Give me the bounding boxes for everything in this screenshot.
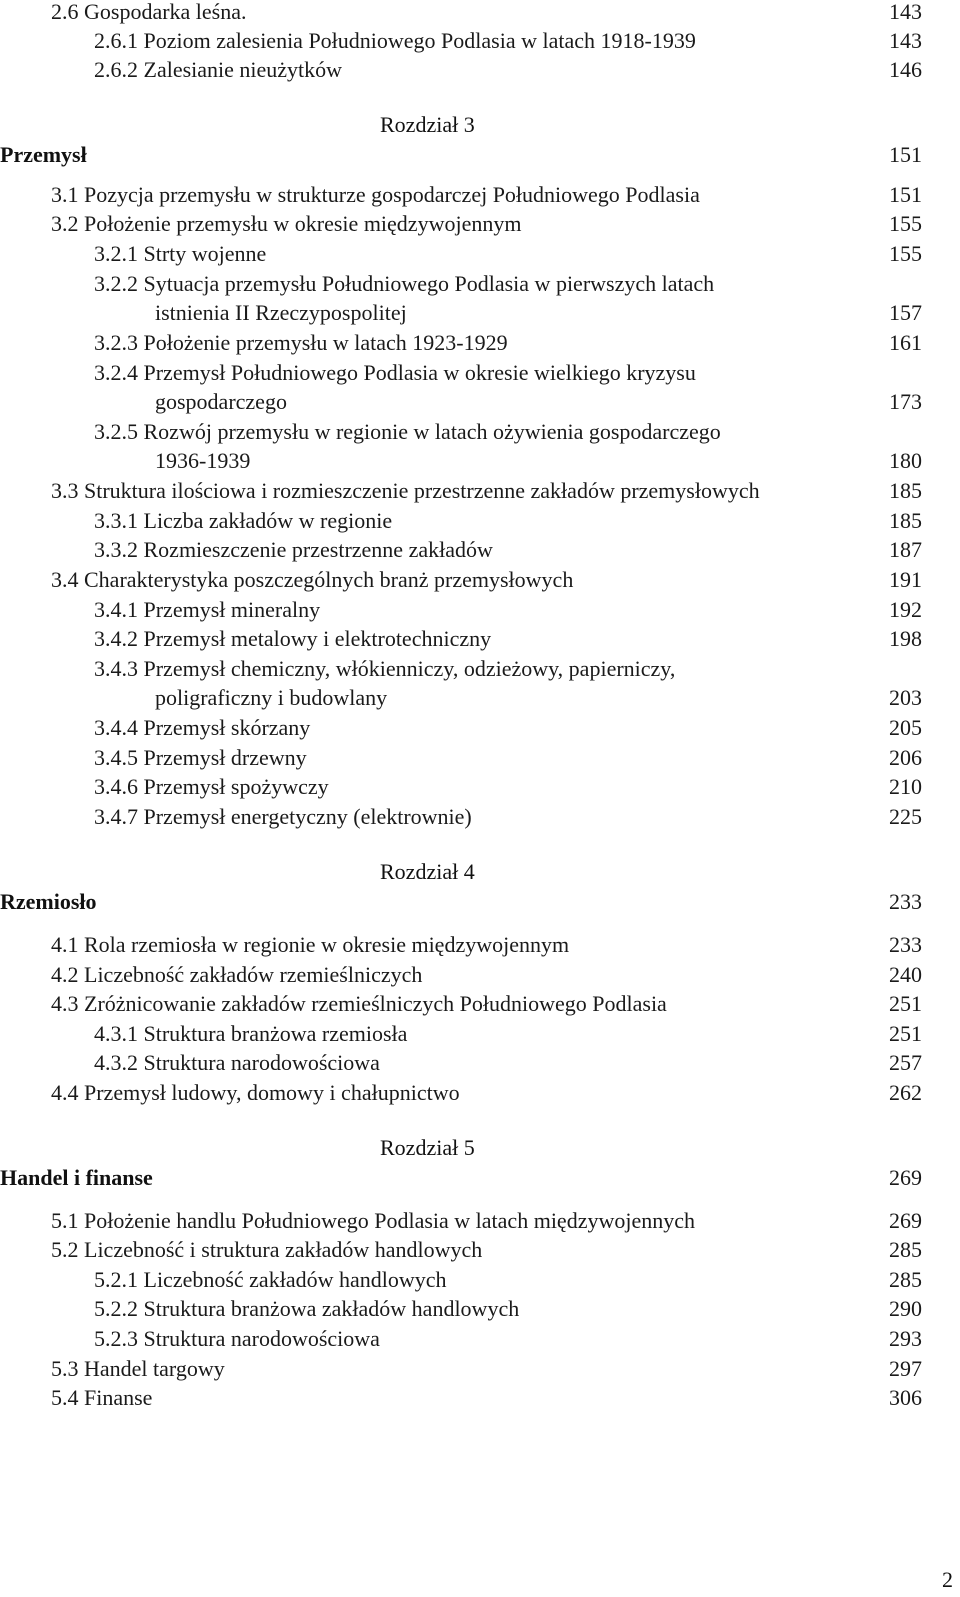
toc-entry: 3.3.2 Rozmieszczenie przestrzenne zakładów [94,537,493,562]
toc-entry: 3.4.5 Przemysł drzewny [94,745,307,770]
toc-entry: 4.4 Przemysł ludowy, domowy i chałupnictwo [51,1080,460,1105]
toc-page: 285 [889,1267,922,1292]
chapter-label: Rozdział 5 [380,1135,475,1160]
toc-entry: 4.1 Rola rzemiosła w regionie w okresie międzywojennym [51,932,570,957]
toc-page: 269 [889,1165,922,1190]
toc-page: 161 [889,330,922,355]
toc-entry: 5.1 Położenie handlu Południowego Podlasia w latach międzywojennych [51,1208,695,1233]
toc-page: 191 [889,567,922,592]
toc-page: 198 [889,626,922,651]
toc-page: 269 [889,1208,922,1233]
toc-entry: 4.3.1 Struktura branżowa rzemiosła [94,1021,408,1046]
toc-entry: 5.2.3 Struktura narodowościowa [94,1326,380,1351]
toc-entry: 3.2.4 Przemysł Południowego Podlasia w okresie wielkiego kryzysu [94,360,696,385]
toc-page: 151 [889,182,922,207]
toc-page: 151 [889,142,922,167]
toc-entry: 3.4 Charakterystyka poszczególnych branż przemysłowych [51,567,574,592]
toc-entry: 3.3 Struktura ilościowa i rozmieszczenie przestrzenne zakładów przemysłowych [51,478,760,503]
toc-entry: 3.2.2 Sytuacja przemysłu Południowego Podlasia w pierwszych latach [94,271,715,296]
toc-page: 205 [889,715,922,740]
toc-entry: 2.6.2 Zalesianie nieużytków [94,57,343,82]
toc-entry: 5.2 Liczebność i struktura zakładów handlowych [51,1237,483,1262]
toc-page: 155 [889,241,922,266]
toc-page: 262 [889,1080,922,1105]
toc-page: 251 [889,1021,922,1046]
chapter-label: Rozdział 4 [380,859,475,884]
toc-page: 233 [889,889,922,914]
toc-entry: 5.2.1 Liczebność zakładów handlowych [94,1267,447,1292]
chapter-heading: Rzemiosło [0,889,97,914]
toc-entry: 4.2 Liczebność zakładów rzemieślniczych [51,962,423,987]
toc-page: 240 [889,962,922,987]
chapter-label: Rozdział 3 [380,112,475,137]
toc-entry: 3.4.7 Przemysł energetyczny (elektrownie) [94,804,472,829]
toc-page: 180 [889,448,922,473]
toc-page: 155 [889,211,922,236]
toc-entry: 3.4.1 Przemysł mineralny [94,597,321,622]
toc-page: 233 [889,932,922,957]
toc-entry: 3.2.1 Strty wojenne [94,241,267,266]
toc-entry: 3.2.5 Rozwój przemysłu w regionie w latach ożywienia gospodarczego [94,419,721,444]
toc-page: 210 [889,774,922,799]
toc-entry: 5.4 Finanse [51,1385,153,1410]
toc-page: 143 [889,28,922,53]
toc-entry: 2.6.1 Poziom zalesienia Południowego Podlasia w latach 1918-1939 [94,28,696,53]
toc-entry: 3.4.3 Przemysł chemiczny, włókienniczy, odzieżowy, papierniczy, [94,656,676,681]
chapter-heading: Przemysł [0,142,87,167]
toc-page: 185 [889,508,922,533]
toc-entry: 2.6 Gospodarka leśna. [51,0,247,24]
toc-page: 143 [889,0,922,24]
toc-entry-continued: istnienia II Rzeczypospolitej [155,300,407,325]
toc-page: 203 [889,685,922,710]
page-number: 2 [942,1567,953,1592]
toc-entry: 3.4.4 Przemysł skórzany [94,715,311,740]
toc-page: 293 [889,1326,922,1351]
toc-page: 290 [889,1296,922,1321]
toc-entry-continued: poligraficzny i budowlany [155,685,388,710]
toc-page: 306 [889,1385,922,1410]
toc-page: 187 [889,537,922,562]
toc-entry-continued: 1936-1939 [155,448,251,473]
toc-entry: 5.2.2 Struktura branżowa zakładów handlowych [94,1296,520,1321]
toc-page: 251 [889,991,922,1016]
toc-page: 297 [889,1356,922,1381]
toc-page: 257 [889,1050,922,1075]
toc-entry: 3.2.3 Położenie przemysłu w latach 1923-1929 [94,330,508,355]
toc-page: 173 [889,389,922,414]
toc-entry: 3.4.6 Przemysł spożywczy [94,774,329,799]
chapter-heading: Handel i finanse [0,1165,153,1190]
toc-page: 206 [889,745,922,770]
toc-page: 185 [889,478,922,503]
toc-page: 225 [889,804,922,829]
toc-entry: 3.2 Położenie przemysłu w okresie międzywojennym [51,211,522,236]
toc-entry: 3.4.2 Przemysł metalowy i elektrotechniczny [94,626,492,651]
toc-page: 146 [889,57,922,82]
toc-entry-continued: gospodarczego [155,389,287,414]
toc-entry: 3.1 Pozycja przemysłu w strukturze gospodarczej Południowego Podlasia [51,182,700,207]
toc-entry: 4.3.2 Struktura narodowościowa [94,1050,380,1075]
toc-entry: 5.3 Handel targowy [51,1356,225,1381]
toc-entry: 3.3.1 Liczba zakładów w regionie [94,508,393,533]
toc-page: 157 [889,300,922,325]
toc-entry: 4.3 Zróżnicowanie zakładów rzemieślniczych Południowego Podlasia [51,991,667,1016]
toc-page: 192 [889,597,922,622]
toc-page: 285 [889,1237,922,1262]
